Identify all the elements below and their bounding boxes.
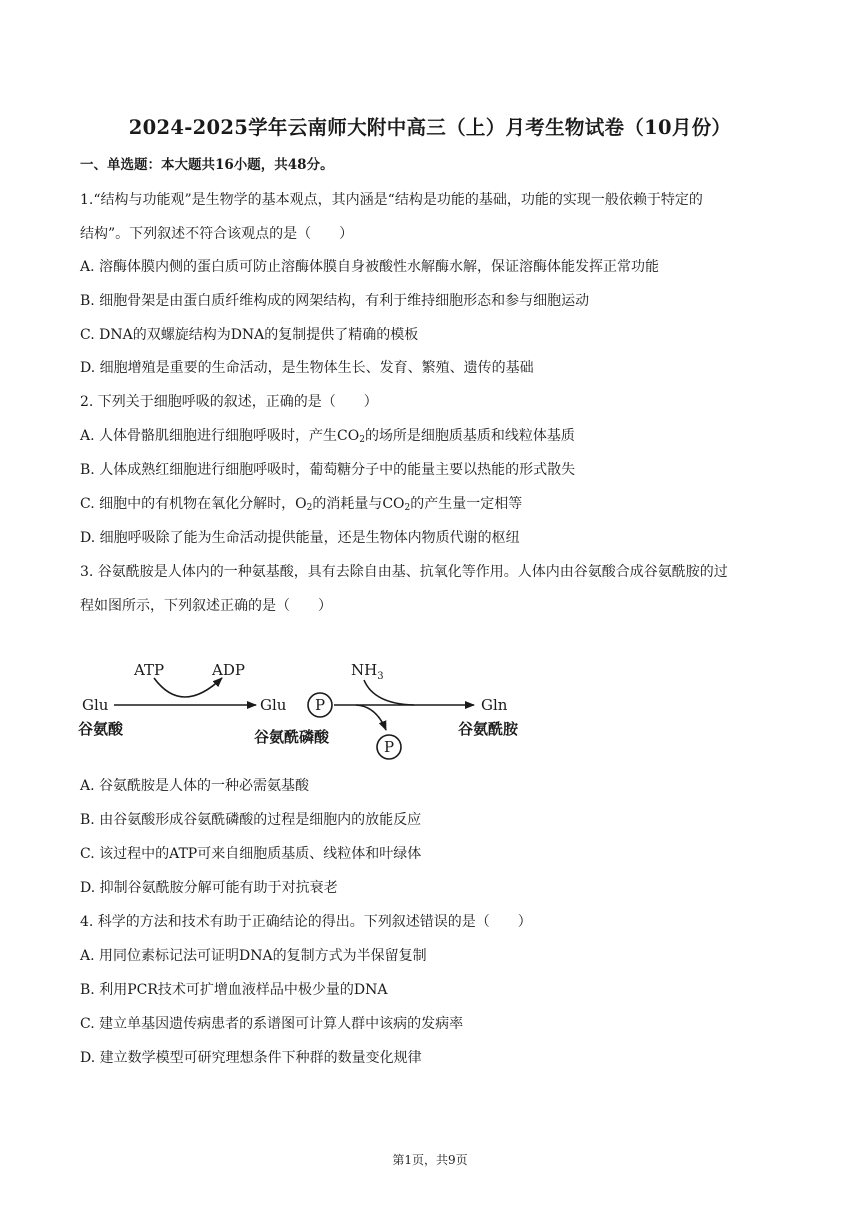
q3-option-d: D. 抑制谷氨酰胺分解可能有助于对抗衰老 bbox=[80, 880, 338, 896]
q2-option-c-sub2: 2 bbox=[404, 503, 411, 513]
label-glu-cn: 谷氨酸 bbox=[78, 720, 124, 738]
section-heading: 一、单选题：本大题共16小题，共48分。 bbox=[80, 157, 334, 173]
q4-option-c: C. 建立单基因遗传病患者的系谱图可计算人群中该病的发病率 bbox=[80, 1016, 464, 1032]
q2-option-c-mid: 的消耗量与CO bbox=[312, 496, 405, 512]
label-gln: Gln bbox=[481, 696, 508, 714]
label-gln-cn: 谷氨酰胺 bbox=[458, 720, 519, 738]
arrow-p-out bbox=[356, 705, 386, 730]
q1-option-c: C. DNA的双螺旋结构为DNA的复制提供了精确的模板 bbox=[80, 327, 419, 343]
q2-option-a-post: 的场所是细胞质基质和线粒体基质 bbox=[364, 428, 575, 444]
q1-option-b: B. 细胞骨架是由蛋白质纤维构成的网架结构，有利于维持细胞形态和参与细胞运动 bbox=[80, 293, 590, 309]
q2-option-a bbox=[80, 426, 575, 446]
label-atp: ATP bbox=[134, 661, 165, 679]
q2-option-c-post: 的产生量一定相等 bbox=[410, 496, 523, 512]
q1-option-a: A. 溶酶体膜内侧的蛋白质可防止溶酶体膜自身被酸性水解酶水解，保证溶酶体能发挥正常功能 bbox=[80, 259, 660, 275]
q4-option-a: A. 用同位素标记法可证明DNA的复制方式为半保留复制 bbox=[80, 948, 427, 964]
q3-option-a: A. 谷氨酰胺是人体的一种必需氨基酸 bbox=[80, 778, 310, 794]
arrow-atp-adp bbox=[154, 678, 222, 697]
q2-option-b: B. 人体成熟红细胞进行细胞呼吸时，葡萄糖分子中的能量主要以热能的形式散失 bbox=[80, 462, 576, 478]
q2-option-a-sub: 2 bbox=[359, 435, 365, 445]
phosphate-symbol-2: P bbox=[383, 738, 395, 756]
q3-option-c: C. 该过程中的ATP可来自细胞质基质、线粒体和叶绿体 bbox=[80, 846, 422, 862]
q3-option-b: B. 由谷氨酸形成谷氨酰磷酸的过程是细胞内的放能反应 bbox=[80, 812, 422, 828]
label-adp: ADP bbox=[212, 661, 245, 679]
q4-option-b: B. 利用PCR技术可扩增血液样品中极少量的DNA bbox=[80, 982, 388, 998]
arrow-nh3-in bbox=[364, 680, 414, 705]
label-nh3 bbox=[351, 661, 384, 682]
q3-stem-line2: 程如图所示，下列叙述正确的是（ ） bbox=[80, 598, 332, 614]
q1-option-d: D. 细胞增殖是重要的生命活动，是生物体生长、发育、繁殖、遗传的基础 bbox=[80, 360, 534, 376]
q2-stem: 2. 下列关于细胞呼吸的叙述，正确的是（ ） bbox=[80, 394, 378, 410]
page-title: 2024-2025学年云南师大附中高三（上）月考生物试卷（10月份） bbox=[128, 116, 732, 139]
label-nh3-sub: 3 bbox=[377, 671, 384, 682]
phosphate-symbol-1: P bbox=[314, 696, 326, 714]
label-glu: Glu bbox=[82, 696, 109, 714]
q2-option-c-sub1: 2 bbox=[306, 503, 313, 513]
glutamine-synthesis-diagram bbox=[74, 652, 534, 770]
label-glu-p: Glu bbox=[260, 696, 287, 714]
q3-stem-line1: 3. 谷氨酰胺是人体内的一种氨基酸，具有去除自由基、抗氧化等作用。人体内由谷氨酸合成谷氨酰胺的过 bbox=[80, 564, 728, 580]
label-nh3-main: NH bbox=[351, 661, 378, 679]
q2-option-a-pre: A. 人体骨骼肌细胞进行细胞呼吸时，产生CO bbox=[80, 428, 360, 444]
page-footer: 第1页，共9页 bbox=[392, 1153, 468, 1167]
q2-option-d: D. 细胞呼吸除了能为生命活动提供能量，还是生物体内物质代谢的枢纽 bbox=[80, 530, 520, 546]
q4-option-d: D. 建立数学模型可研究理想条件下种群的数量变化规律 bbox=[80, 1050, 422, 1066]
q1-stem-line1: 1.“结构与功能观”是生物学的基本观点，其内涵是“结构是功能的基础，功能的实现一般依赖于特定的 bbox=[80, 192, 703, 208]
label-glu-p-cn: 谷氨酰磷酸 bbox=[254, 728, 330, 746]
q1-stem-line2: 结构”。下列叙述不符合该观点的是（ ） bbox=[80, 226, 354, 242]
q2-option-c bbox=[80, 494, 522, 514]
q4-stem: 4. 科学的方法和技术有助于正确结论的得出。下列叙述错误的是（ ） bbox=[80, 914, 532, 930]
q2-option-c-pre: C. 细胞中的有机物在氧化分解时，O bbox=[80, 496, 307, 512]
